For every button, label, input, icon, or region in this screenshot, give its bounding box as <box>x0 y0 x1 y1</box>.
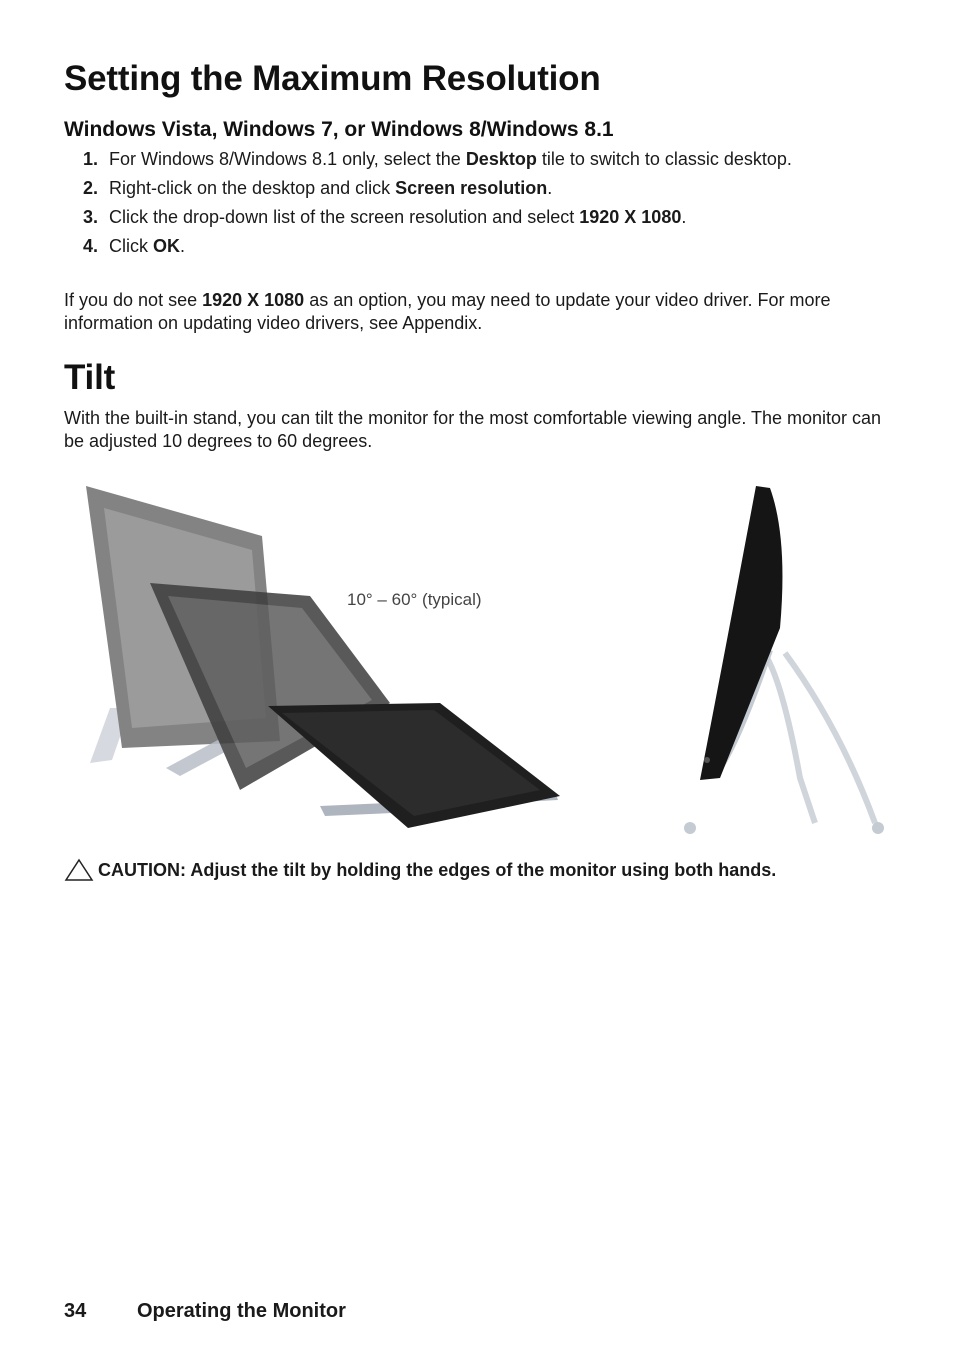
step-item <box>64 235 884 258</box>
step-text: . <box>681 207 687 227</box>
caution-notice <box>64 858 776 882</box>
resolution-steps-list <box>64 148 884 264</box>
caution-text: CAUTION: Adjust the tilt by holding the edges of the monitor using both hands. <box>98 860 777 880</box>
tilt-range-label: 10° – 60° (typical) <box>347 590 482 609</box>
step-keyword: Desktop <box>465 149 537 169</box>
caution-triangle-icon <box>64 858 94 882</box>
step-keyword: OK <box>153 236 180 256</box>
step-keyword: 1920 X 1080 <box>579 207 682 227</box>
step-number: 3. <box>83 207 99 227</box>
step-number: 2. <box>83 178 99 198</box>
step-item <box>64 148 884 171</box>
note-text: If you do not see <box>64 290 203 310</box>
section-title-tilt: Tilt <box>64 358 116 397</box>
step-text: For Windows 8/Windows 8.1 only, select the <box>109 149 466 169</box>
step-text: . <box>547 178 553 198</box>
footer-section-title: Operating the Monitor <box>137 1300 346 1322</box>
note-text: as an option, you may need to update your video driver. For more information on updating video drivers, see Appendix. <box>64 290 831 333</box>
subsection-title-windows: Windows Vista, Windows 7, or Windows 8/Windows 8.1 <box>64 118 614 141</box>
step-keyword: Screen resolution <box>395 178 548 198</box>
step-text: Click the drop-down list of the screen resolution and select <box>109 207 580 227</box>
tilt-description: With the built-in stand, you can tilt the monitor for the most comfortable viewing angle. The monitor can be adjusted 10 degrees to 60 degrees. <box>64 408 882 451</box>
step-number: 1. <box>83 149 99 169</box>
monitor-side-profile-image <box>684 486 884 834</box>
page-footer <box>64 1300 346 1323</box>
driver-note <box>64 289 894 335</box>
step-item <box>64 206 884 229</box>
step-text: Right-click on the desktop and click <box>109 178 396 198</box>
step-text: Click <box>109 236 153 256</box>
page-number: 34 <box>64 1300 87 1322</box>
monitor-low-tilt-image <box>268 703 560 828</box>
tilt-illustration <box>80 478 890 840</box>
step-number: 4. <box>83 236 99 256</box>
step-text: . <box>180 236 186 256</box>
step-text: tile to switch to classic desktop. <box>536 149 792 169</box>
note-keyword: 1920 X 1080 <box>202 290 305 310</box>
step-item <box>64 177 884 200</box>
section-title-resolution: Setting the Maximum Resolution <box>64 59 601 98</box>
